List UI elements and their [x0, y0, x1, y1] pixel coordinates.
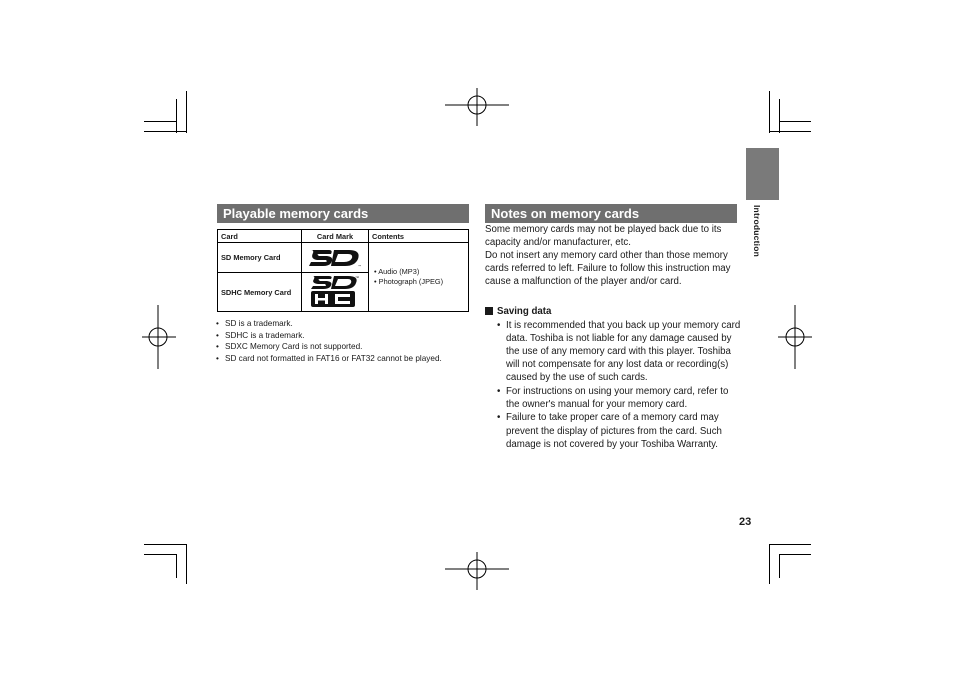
svg-text:™: ™ [355, 275, 359, 280]
memory-card-table [217, 229, 469, 312]
list-item: • It is recommended that you back up your memory card data. Toshiba is not liable for any damage caused by the use of any memory card with this player. Toshiba will not compensate for any lost data or recording(s) caused by the use of such cards. [497, 319, 741, 384]
crop-mark [769, 91, 770, 133]
sd-logo-icon [307, 246, 363, 268]
crop-mark [144, 131, 187, 132]
notes-on-memory-cards-heading: Notes on memory cards [485, 204, 737, 223]
page-number: 23 [739, 516, 752, 528]
crop-mark [144, 544, 187, 545]
trademark-notes [216, 318, 476, 364]
table-row [218, 243, 469, 273]
crop-mark [779, 99, 780, 133]
card-contents [369, 243, 469, 312]
table-header: Card [218, 230, 302, 243]
crop-mark [144, 554, 177, 555]
crop-mark [186, 91, 187, 133]
square-bullet-icon [485, 307, 493, 315]
sdhc-logo-icon [307, 273, 363, 309]
saving-data-heading-text: Saving data [497, 306, 552, 317]
crop-mark [144, 121, 177, 122]
svg-text:™: ™ [358, 263, 361, 268]
list-item: • SDXC Memory Card is not supported. [216, 341, 476, 353]
card-mark-cell [302, 273, 369, 312]
notes-paragraph [485, 223, 741, 288]
paragraph-2: Do not insert any memory card other than those memory cards referred to left. Failure to follow this instruction may cause a malfunction of the player and/or card. [485, 250, 731, 287]
paragraph-1: Some memory cards may not be played back due to its capacity and/or manufacturer, etc. [485, 224, 722, 248]
table-header: Contents [369, 230, 469, 243]
card-mark-cell [302, 243, 369, 273]
crop-mark [176, 99, 177, 133]
list-item: • SDHC is a trademark. [216, 330, 476, 342]
section-tab [746, 148, 779, 200]
section-tab-label: Introduction [752, 205, 762, 257]
list-item: • SD is a trademark. [216, 318, 476, 330]
crop-mark [769, 544, 811, 545]
crop-mark [779, 554, 780, 578]
crop-mark [769, 131, 811, 132]
card-name: SDHC Memory Card [218, 273, 302, 312]
content-item: • Photograph (JPEG) [374, 277, 444, 286]
crop-mark [779, 121, 811, 122]
registration-mark-icon [778, 305, 812, 369]
crop-mark [186, 544, 187, 584]
list-item: • Failure to take proper care of a memory card may prevent the display of pictures from the card. Such damage is not covered by your Toshiba Warranty. [497, 411, 741, 450]
table-header: Card Mark [302, 230, 369, 243]
content-item: • Audio (MP3) [374, 267, 420, 276]
crop-mark [779, 554, 811, 555]
registration-mark-icon [142, 305, 176, 369]
card-name: SD Memory Card [218, 243, 302, 273]
registration-mark-icon [445, 88, 509, 126]
list-item: • For instructions on using your memory card, refer to the owner's manual for your memory card. [497, 385, 741, 411]
saving-data-heading [485, 305, 551, 318]
crop-mark [176, 554, 177, 578]
crop-mark [769, 544, 770, 584]
list-item: • SD card not formatted in FAT16 or FAT32 cannot be played. [216, 353, 476, 365]
registration-mark-icon [445, 552, 509, 590]
saving-data-list [497, 319, 741, 451]
playable-memory-cards-heading: Playable memory cards [217, 204, 469, 223]
